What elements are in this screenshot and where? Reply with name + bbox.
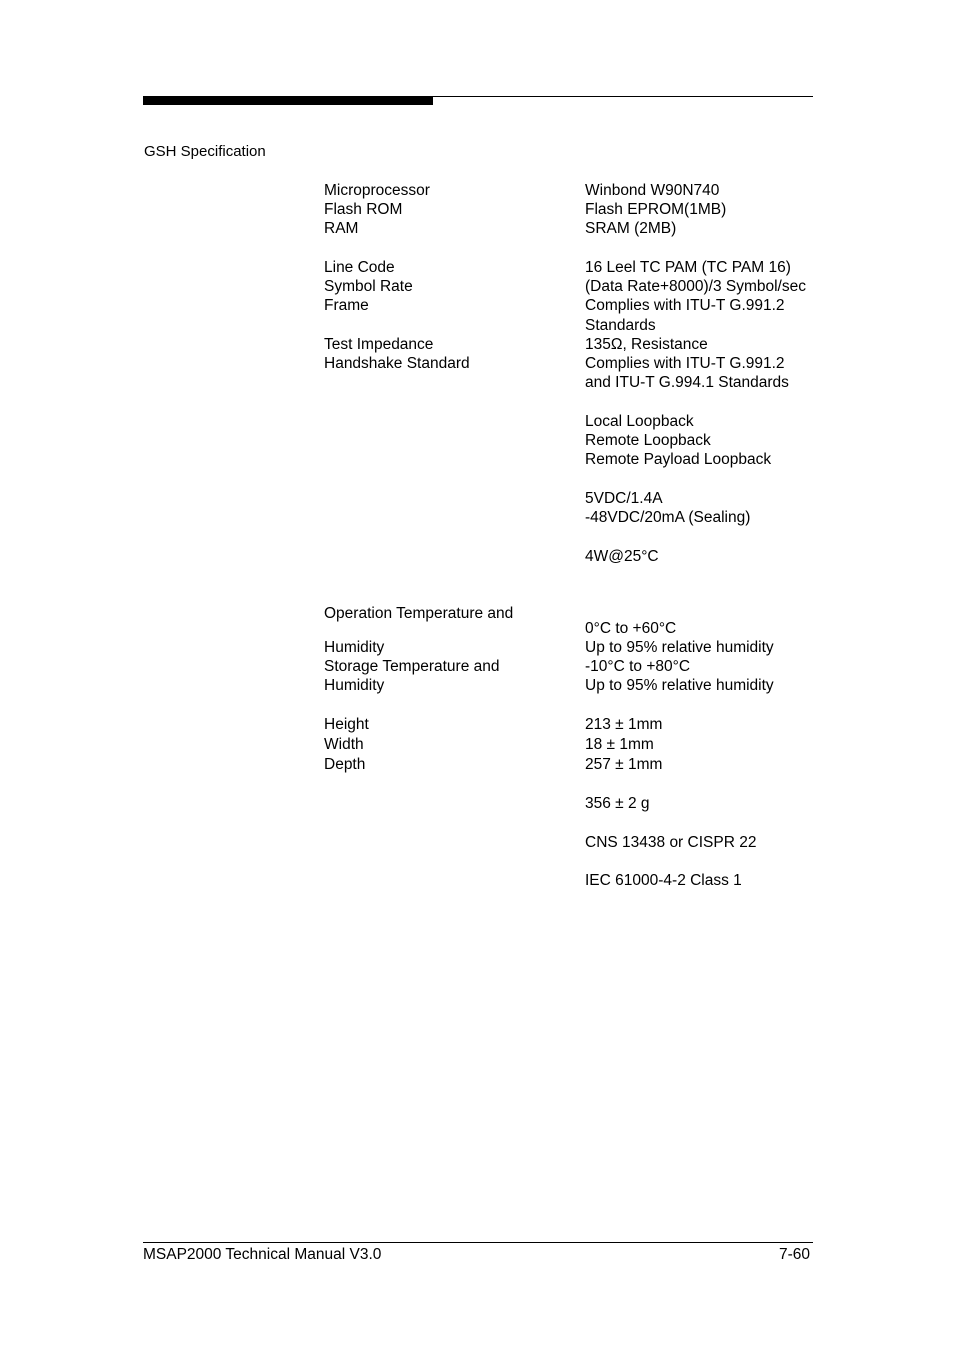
label-width: Width [324,736,364,753]
value-power-consumption: 4W@25°C [585,548,659,565]
header-thick-rule [143,96,433,105]
label-storage-humidity: Humidity [324,677,385,694]
value-frame-cont: Standards [585,317,656,334]
section-title: GSH Specification [144,143,266,160]
value-storage-humidity: Up to 95% relative humidity [585,677,774,694]
label-line-code: Line Code [324,259,395,276]
label-ram: RAM [324,220,359,237]
label-test-impedance: Test Impedance [324,336,434,353]
value-line-code: 16 Leel TC PAM (TC PAM 16) [585,259,791,276]
value-height: 213 ± 1mm [585,716,663,733]
value-ram: SRAM (2MB) [585,220,677,237]
label-operation-temperature: Operation Temperature and [324,605,514,622]
value-operation-humidity: Up to 95% relative humidity [585,639,774,656]
label-flash-rom: Flash ROM [324,201,403,218]
value-remote-payload-loopback: Remote Payload Loopback [585,451,772,468]
value-test-impedance: 135Ω, Resistance [585,336,708,353]
label-storage-temperature: Storage Temperature and [324,658,500,675]
value-esd: IEC 61000-4-2 Class 1 [585,872,742,889]
value-symbol-rate: (Data Rate+8000)/3 Symbol/sec [585,278,806,295]
value-depth: 257 ± 1mm [585,756,663,773]
value-sealing-current: -48VDC/20mA (Sealing) [585,509,751,526]
value-weight: 356 ± 2 g [585,795,650,812]
label-symbol-rate: Symbol Rate [324,278,413,295]
footer-page-number: 7-60 [778,1246,810,1263]
label-operation-humidity: Humidity [324,639,385,656]
label-depth: Depth [324,756,366,773]
label-handshake-standard: Handshake Standard [324,355,470,372]
footer-rule [143,1242,813,1243]
label-height: Height [324,716,369,733]
header-thin-rule [143,96,813,97]
value-microprocessor: Winbond W90N740 [585,182,720,199]
value-operation-temperature: 0°C to +60°C [585,620,677,637]
value-power-input: 5VDC/1.4A [585,490,663,507]
value-storage-temperature: -10°C to +80°C [585,658,691,675]
value-frame: Complies with ITU-T G.991.2 [585,297,785,314]
value-remote-loopback: Remote Loopback [585,432,711,449]
value-handshake-standard: Complies with ITU-T G.991.2 [585,355,785,372]
value-width: 18 ± 1mm [585,736,654,753]
label-frame: Frame [324,297,369,314]
value-flash-rom: Flash EPROM(1MB) [585,201,727,218]
footer-manual-title: MSAP2000 Technical Manual V3.0 [143,1246,382,1263]
value-emi: CNS 13438 or CISPR 22 [585,834,757,851]
label-microprocessor: Microprocessor [324,182,430,199]
value-local-loopback: Local Loopback [585,413,694,430]
value-handshake-standard-cont: and ITU-T G.994.1 Standards [585,374,789,391]
